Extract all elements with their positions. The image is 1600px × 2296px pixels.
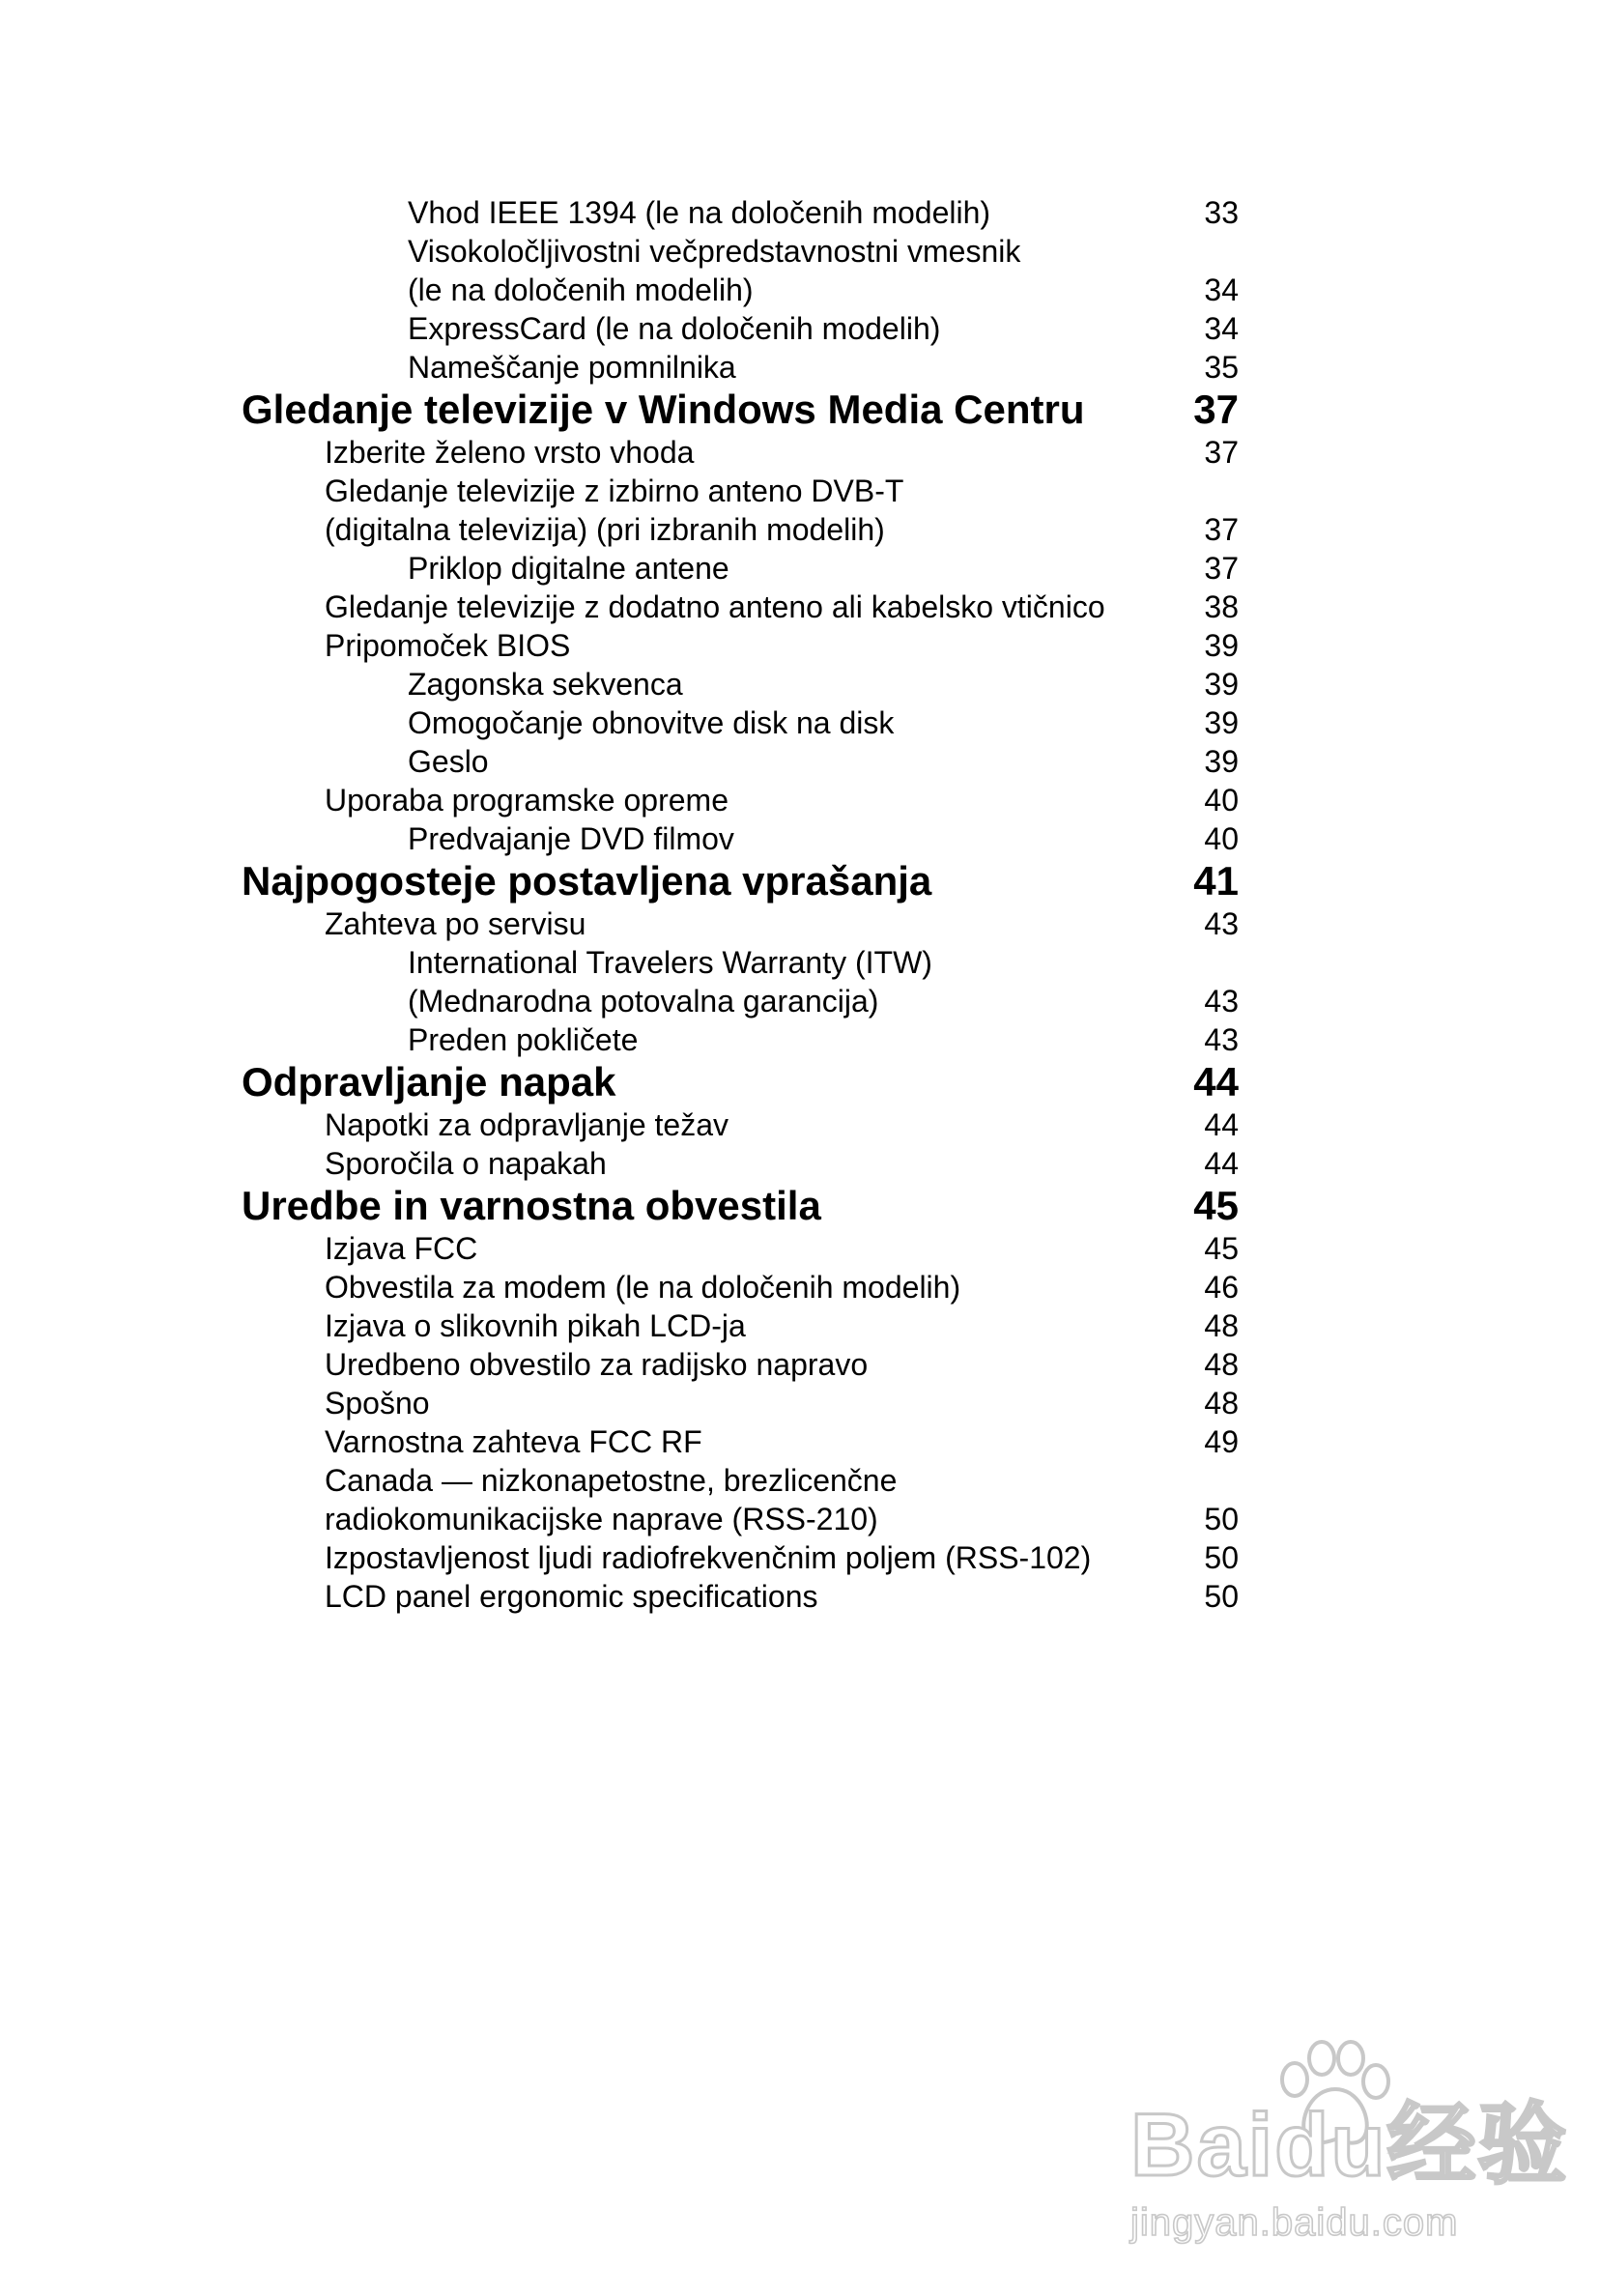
watermark-brand: Baidu经验 — [1130, 2096, 1569, 2195]
watermark-site: jingyan.baidu.com — [1130, 2201, 1459, 2244]
page-number: 35 — [1204, 350, 1239, 385]
chapter-title: Najpogosteje postavljena vprašanja — [242, 858, 932, 904]
toc-entry-row[interactable] — [0, 904, 1600, 943]
page-number: 37 — [1204, 435, 1239, 470]
toc-entry-row[interactable] — [0, 626, 1600, 665]
section-title: Varnostna zahteva FCC RF — [325, 1424, 702, 1459]
toc-entry-row[interactable] — [0, 510, 1600, 549]
toc-entry-row[interactable] — [0, 1268, 1600, 1306]
section-title: Geslo — [408, 744, 489, 779]
toc-chapter-row[interactable] — [0, 858, 1600, 904]
section-title: Obvestila za modem (le na določenih modelih) — [325, 1270, 961, 1305]
section-title: Pripomoček BIOS — [325, 628, 571, 663]
section-title: Preden pokličete — [408, 1022, 639, 1057]
page-number: 39 — [1204, 628, 1239, 663]
section-title: Izberite želeno vrsto vhoda — [325, 435, 695, 470]
page-number: 34 — [1204, 311, 1239, 346]
section-title: Napotki za odpravljanje težav — [325, 1107, 729, 1142]
page-number: 37 — [1193, 387, 1239, 432]
toc-entry-row[interactable] — [0, 703, 1600, 742]
section-title: Nameščanje pomnilnika — [408, 350, 736, 385]
toc-entry-row[interactable] — [0, 781, 1600, 819]
toc-chapter-row[interactable] — [0, 1183, 1600, 1229]
page-number: 50 — [1204, 1540, 1239, 1575]
toc-entry-row[interactable] — [0, 588, 1600, 626]
toc-entry-row[interactable] — [0, 1384, 1600, 1422]
section-title: (digitalna televizija) (pri izbranih modelih) — [325, 512, 885, 547]
toc-entry-row[interactable] — [0, 271, 1600, 309]
toc-entry-row[interactable] — [0, 1500, 1600, 1538]
toc-entry-row[interactable] — [0, 943, 1600, 982]
section-title: Zahteva po servisu — [325, 906, 586, 941]
page-number: 48 — [1204, 1347, 1239, 1382]
section-title: (Mednarodna potovalna garancija) — [408, 984, 879, 1019]
page-number: 43 — [1204, 906, 1239, 941]
page-number: 39 — [1204, 667, 1239, 702]
page-number: 40 — [1204, 821, 1239, 856]
section-title: Izjava FCC — [325, 1231, 478, 1266]
section-title: Zagonska sekvenca — [408, 667, 683, 702]
page-number: 45 — [1193, 1183, 1239, 1228]
section-title: Visokoločljivostni večpredstavnostni vmesnik — [408, 234, 1021, 269]
page-number: 48 — [1204, 1386, 1239, 1421]
page-number: 43 — [1204, 984, 1239, 1019]
section-title: Omogočanje obnovitve disk na disk — [408, 705, 895, 740]
page-number: 46 — [1204, 1270, 1239, 1305]
toc-entry-row[interactable] — [0, 348, 1600, 387]
page-number: 45 — [1204, 1231, 1239, 1266]
section-title: radiokomunikacijske naprave (RSS-210) — [325, 1502, 878, 1536]
section-title: Uredbeno obvestilo za radijsko napravo — [325, 1347, 869, 1382]
section-title: ExpressCard (le na določenih modelih) — [408, 311, 941, 346]
page-number: 50 — [1204, 1502, 1239, 1536]
page-number: 39 — [1204, 744, 1239, 779]
section-title: Gledanje televizije z dodatno anteno ali kabelsko vtičnico — [325, 589, 1105, 624]
toc-entry-row[interactable] — [0, 1105, 1600, 1144]
page-number: 39 — [1204, 705, 1239, 740]
section-title: LCD panel ergonomic specifications — [325, 1579, 818, 1614]
page-number: 34 — [1204, 273, 1239, 307]
section-title: Vhod IEEE 1394 (le na določenih modelih) — [408, 195, 991, 230]
page-number: 37 — [1204, 551, 1239, 586]
page-number: 41 — [1193, 858, 1239, 904]
section-title: Spošno — [325, 1386, 430, 1421]
page-number: 37 — [1204, 512, 1239, 547]
page-number: 50 — [1204, 1579, 1239, 1614]
toc-entry-row[interactable] — [0, 1461, 1600, 1500]
section-title: Sporočila o napakah — [325, 1146, 607, 1181]
toc-chapter-row[interactable] — [0, 387, 1600, 433]
toc-entry-row[interactable] — [0, 1577, 1600, 1616]
toc-entry-row[interactable] — [0, 1306, 1600, 1345]
section-title: Izpostavljenost ljudi radiofrekvenčnim poljem (RSS-102) — [325, 1540, 1092, 1575]
section-title: Canada — nizkonapetostne, brezlicenčne — [325, 1463, 898, 1498]
page-number: 48 — [1204, 1308, 1239, 1343]
page-number: 38 — [1204, 589, 1239, 624]
toc-entry-row[interactable] — [0, 1422, 1600, 1461]
toc-entry-row[interactable] — [0, 433, 1600, 472]
toc-chapter-row[interactable] — [0, 1059, 1600, 1105]
chapter-title: Odpravljanje napak — [242, 1059, 616, 1105]
page-number: 44 — [1204, 1107, 1239, 1142]
toc-entry-row[interactable] — [0, 1229, 1600, 1268]
toc-entry-row[interactable] — [0, 472, 1600, 510]
toc-entry-row[interactable] — [0, 193, 1600, 232]
page-number: 33 — [1204, 195, 1239, 230]
section-title: International Travelers Warranty (ITW) — [408, 945, 932, 980]
section-title: Uporaba programske opreme — [325, 783, 729, 818]
section-title: Priklop digitalne antene — [408, 551, 729, 586]
section-title: (le na določenih modelih) — [408, 273, 754, 307]
toc-entry-row[interactable] — [0, 1345, 1600, 1384]
toc-entry-row[interactable] — [0, 1538, 1600, 1577]
page-number: 44 — [1204, 1146, 1239, 1181]
toc-entry-row[interactable] — [0, 309, 1600, 348]
chapter-title: Uredbe in varnostna obvestila — [242, 1183, 821, 1228]
toc-entry-row[interactable] — [0, 982, 1600, 1020]
section-title: Izjava o slikovnih pikah LCD-ja — [325, 1308, 746, 1343]
page-number: 44 — [1193, 1059, 1239, 1105]
section-title: Gledanje televizije z izbirno anteno DVB-T — [325, 474, 904, 508]
baidu-watermark — [1121, 2039, 1569, 2252]
page-number: 40 — [1204, 783, 1239, 818]
section-title: Predvajanje DVD filmov — [408, 821, 734, 856]
toc-entry-row[interactable] — [0, 819, 1600, 858]
chapter-title: Gledanje televizije v Windows Media Centru — [242, 387, 1085, 432]
toc-entry-row[interactable] — [0, 665, 1600, 703]
toc-entry-row[interactable] — [0, 742, 1600, 781]
toc-entry-row[interactable] — [0, 1144, 1600, 1183]
page-number: 43 — [1204, 1022, 1239, 1057]
toc-entry-row[interactable] — [0, 232, 1600, 271]
toc-entry-row[interactable] — [0, 549, 1600, 588]
page-number: 49 — [1204, 1424, 1239, 1459]
toc-entry-row[interactable] — [0, 1020, 1600, 1059]
table-of-contents — [0, 193, 1600, 1616]
